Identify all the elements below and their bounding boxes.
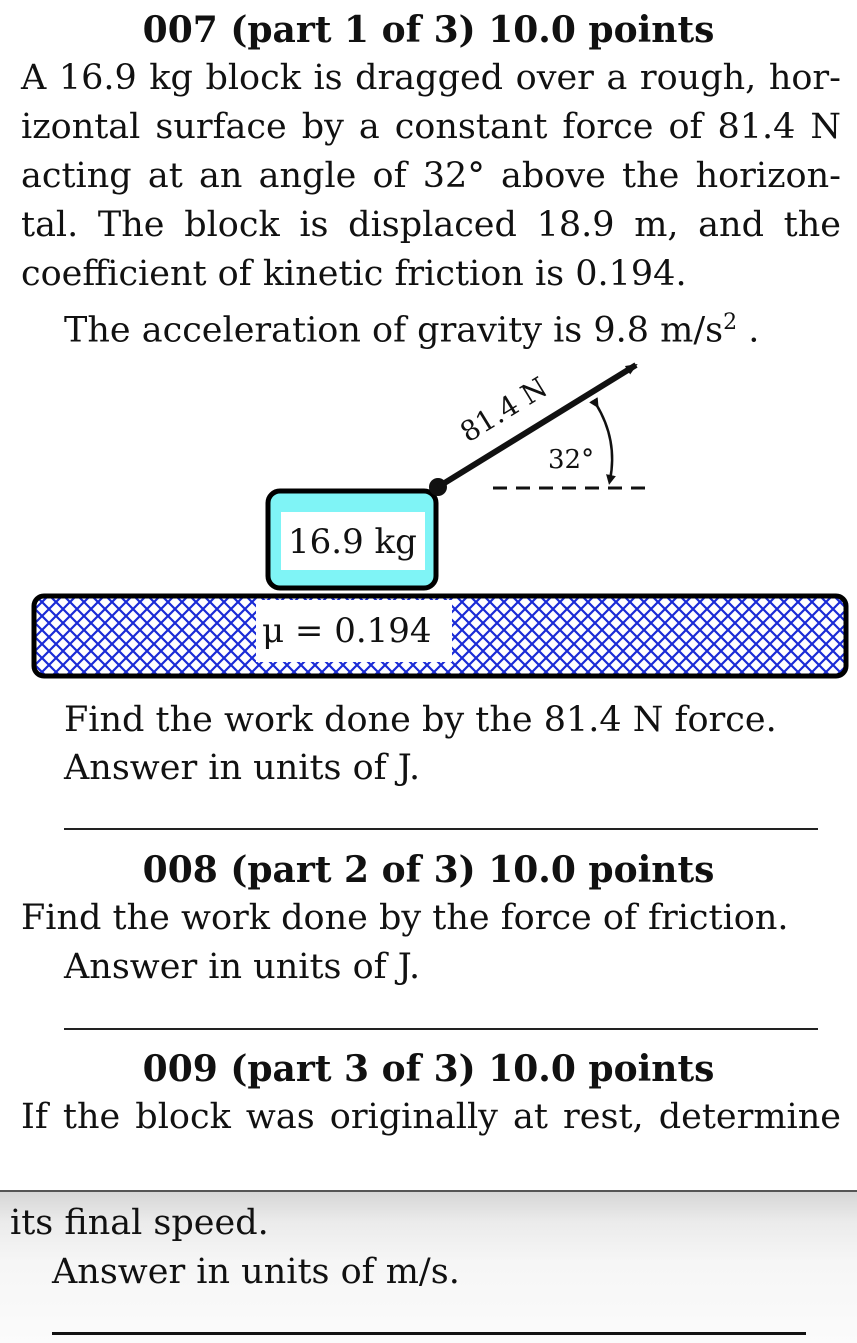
mass-label: 16.9 kg: [288, 522, 417, 562]
problem-007-text-line: coefficient of kinetic friction is 0.194.: [21, 254, 687, 294]
mu-label: μ = 0.194: [262, 611, 432, 651]
problem-007-text-line: A 16.9 kg block is dragged over a rough, hor-: [21, 58, 841, 98]
angle-arc: [596, 404, 612, 480]
force-label: 81.4 N: [454, 370, 554, 449]
problem-007-text-line: tal. The block is displaced 18.9 m, and the: [21, 205, 841, 245]
problem-007-text-line: izontal surface by a constant force of 81.4 N: [21, 107, 841, 147]
angle-label: 32°: [548, 445, 595, 475]
gravity-period: .: [737, 310, 760, 351]
answer-rule-009: [52, 1332, 806, 1335]
problem-009-heading: 009 (part 3 of 3) 10.0 points: [142, 1048, 715, 1090]
answer-rule-007: [64, 828, 818, 830]
problem-007-text-line: acting at an angle of 32° above the horizon-: [21, 156, 841, 196]
gravity-exponent: 2: [723, 310, 738, 335]
problem-007-question: Find the work done by the 81.4 N force.: [64, 700, 777, 740]
problem-009-question-line: its final speed.: [10, 1203, 269, 1243]
block-diagram: [0, 340, 857, 700]
problem-007-heading: 007 (part 1 of 3) 10.0 points: [142, 9, 715, 51]
problem-008-heading: 008 (part 2 of 3) 10.0 points: [142, 849, 715, 891]
problem-007-units: Answer in units of J.: [64, 748, 421, 788]
problem-009-units: Answer in units of m/s.: [52, 1252, 460, 1292]
problem-008-units: Answer in units of J.: [64, 947, 421, 987]
answer-rule-008: [64, 1028, 818, 1030]
problem-009-question-line: If the block was originally at rest, determine: [21, 1097, 841, 1137]
problem-008-question: Find the work done by the force of friction.: [21, 898, 789, 938]
gravity-text: The acceleration of gravity is 9.8 m/s: [64, 310, 724, 351]
